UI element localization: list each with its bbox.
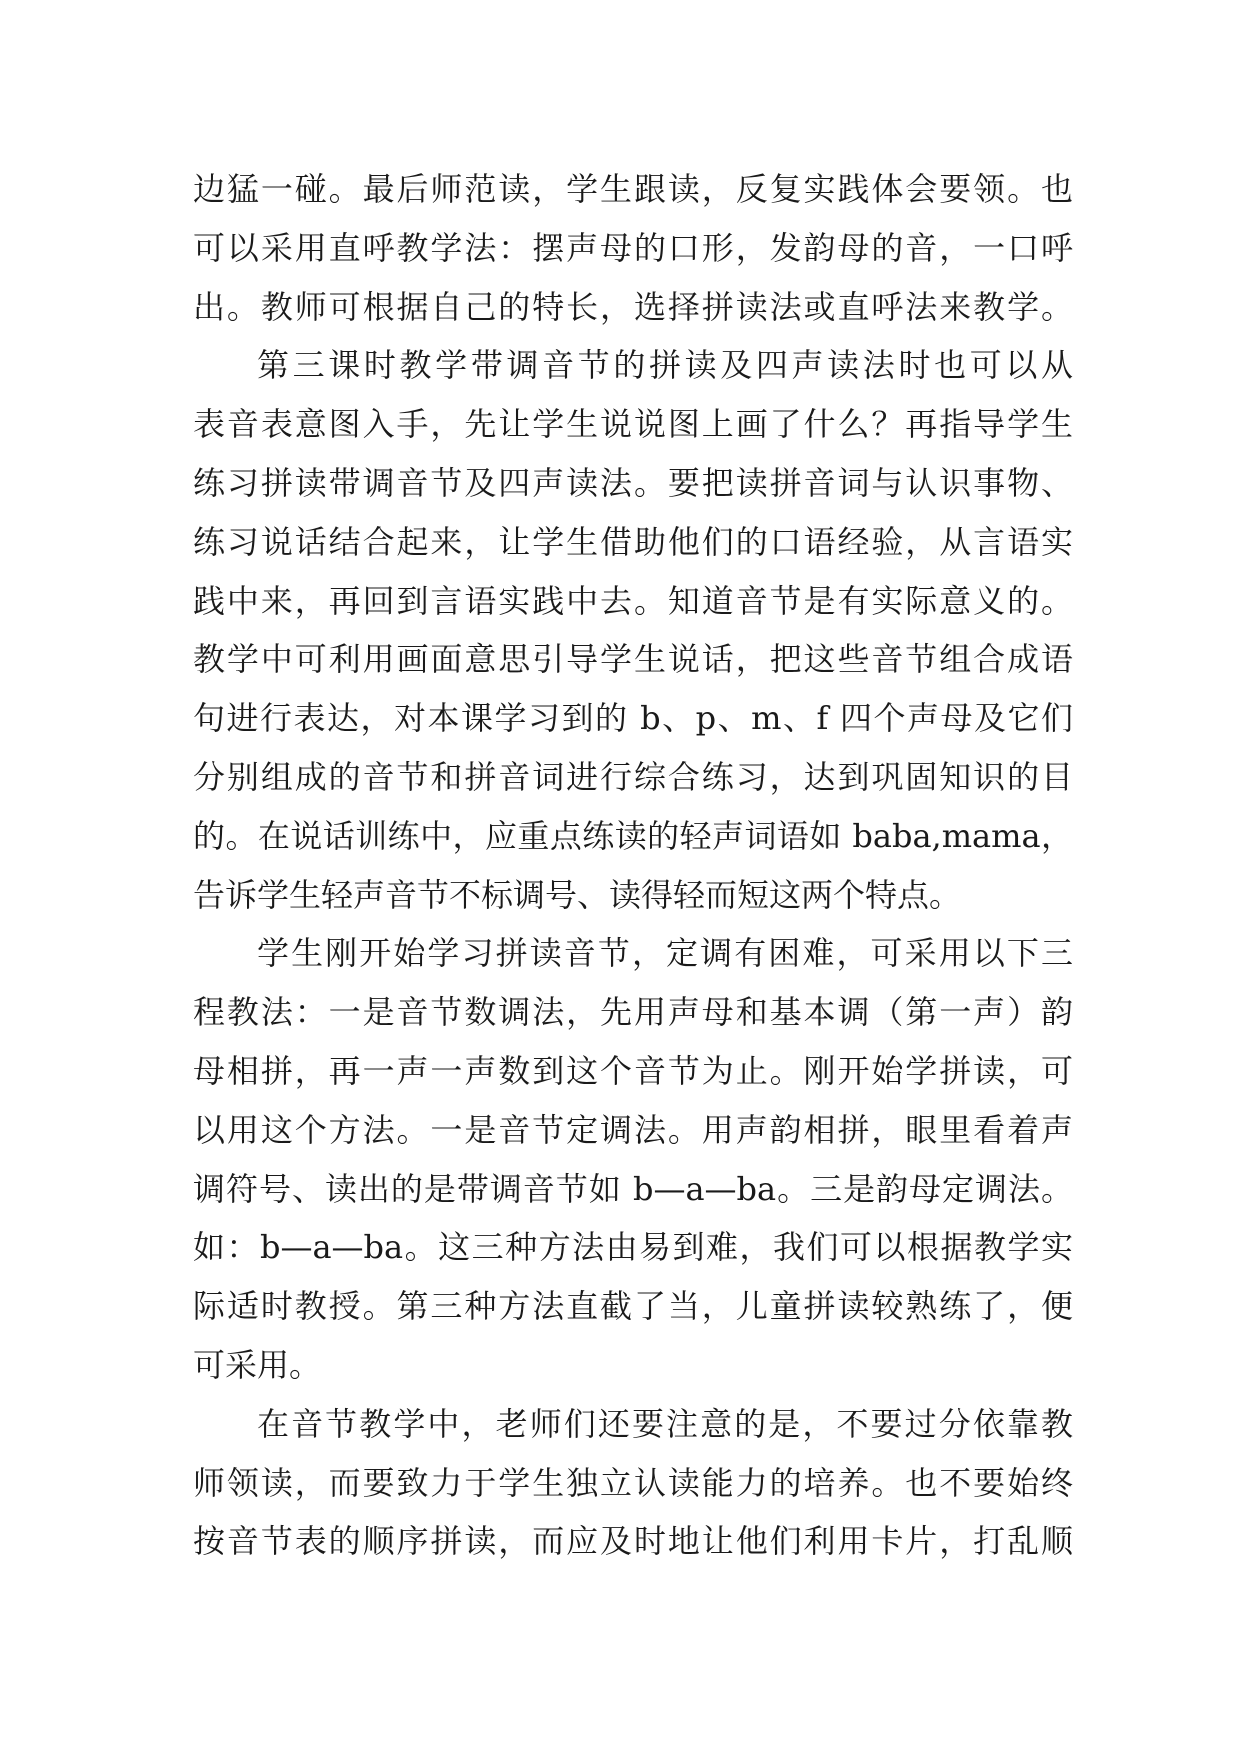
text-line: 调符号、读出的是带调音节如 b—a—ba。三是韵母定调法。 — [193, 1169, 1073, 1208]
text-line: 如：b—a—ba。这三种方法由易到难，我们可以根据教学实 — [193, 1228, 1073, 1267]
text-line: 的。在说话训练中，应重点练读的轻声词语如 baba,mama， — [193, 816, 1073, 855]
text-line: 按音节表的顺序拼读，而应及时地让他们利用卡片，打乱顺 — [193, 1522, 1073, 1561]
text-line: 程教法：一是音节数调法，先用声母和基本调（第一声）韵 — [193, 993, 1073, 1032]
text-line: 可以采用直呼教学法：摆声母的口形，发韵母的音，一口呼 — [193, 228, 1073, 267]
paragraph-start-line: 在音节教学中，老师们还要注意的是，不要过分依靠教 — [257, 1404, 1073, 1443]
text-line: 以用这个方法。一是音节定调法。用声韵相拼，眼里看着声 — [193, 1110, 1073, 1149]
text-line: 师领读，而要致力于学生独立认读能力的培养。也不要始终 — [193, 1463, 1073, 1502]
paragraph-start-line: 学生刚开始学习拼读音节，定调有困难，可采用以下三 — [257, 934, 1073, 973]
text-line: 际适时教授。第三种方法直截了当，儿童拼读较熟练了，便 — [193, 1287, 1073, 1326]
text-line: 练习说话结合起来，让学生借助他们的口语经验，从言语实 — [193, 522, 1073, 561]
text-line: 母相拼，再一声一声数到这个音节为止。刚开始学拼读，可 — [193, 1051, 1073, 1090]
text-line: 分别组成的音节和拼音词进行综合练习，达到巩固知识的目 — [193, 757, 1073, 796]
paragraph-end-line: 告诉学生轻声音节不标调号、读得轻而短这两个特点。 — [193, 875, 962, 914]
paragraph-end-line: 可采用。 — [193, 1345, 322, 1384]
body-text — [193, 160, 1073, 1571]
text-line: 表音表意图入手，先让学生说说图上画了什么？再指导学生 — [193, 405, 1073, 444]
text-line: 边猛一碰。最后师范读，学生跟读，反复实践体会要领。也 — [193, 170, 1073, 208]
text-line: 出。教师可根据自己的特长，选择拼读法或直呼法来教学。 — [193, 287, 1073, 326]
paragraph-start-line: 第三课时教学带调音节的拼读及四声读法时也可以从 — [257, 346, 1073, 385]
text-line: 练习拼读带调音节及四声读法。要把读拼音词与认识事物、 — [193, 463, 1073, 502]
text-line: 践中来，再回到言语实践中去。知道音节是有实际意义的。 — [193, 581, 1073, 620]
text-line: 句进行表达，对本课学习到的 b、p、m、f 四个声母及它们 — [193, 699, 1073, 738]
text-line: 教学中可利用画面意思引导学生说话，把这些音节组合成语 — [193, 640, 1073, 679]
